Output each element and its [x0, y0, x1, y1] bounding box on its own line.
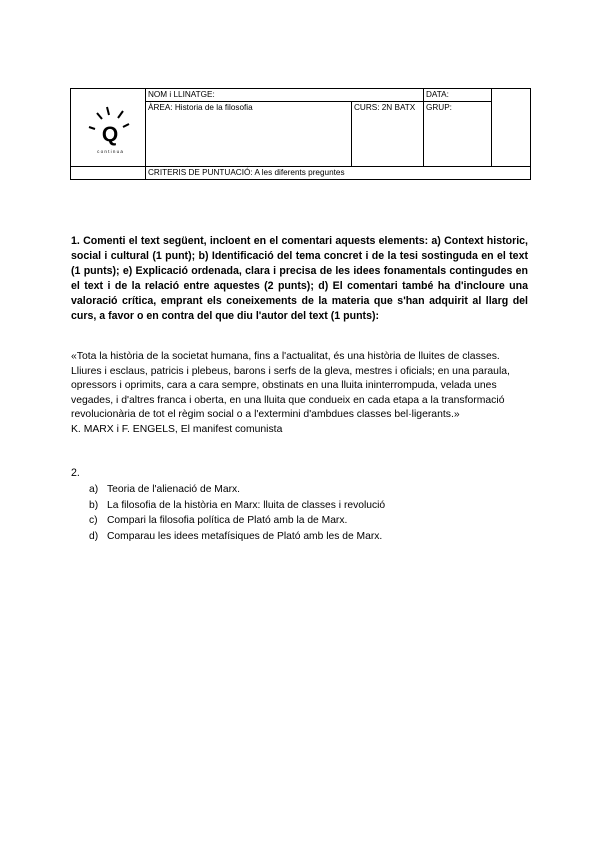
item-letter: c)	[89, 515, 98, 526]
criteris-label: CRITERIS DE PUNTUACIÓ: A les diferents preguntes	[148, 168, 345, 177]
list-item	[89, 482, 385, 498]
item-letter: b)	[89, 499, 99, 511]
item-letter: d)	[89, 530, 99, 542]
list-item	[89, 498, 385, 514]
grup-field[interactable]	[424, 102, 492, 167]
question-2-list	[89, 482, 385, 544]
list-item	[89, 529, 385, 545]
logo-caption: c o n t i n u a	[97, 149, 123, 154]
area-field	[146, 102, 352, 167]
question-2-number: 2.	[71, 467, 80, 479]
item-text: Comparau les idees metafísiques de Plató amb les de Marx.	[107, 530, 383, 542]
question-1: 1. Comenti el text següent, incloent en el comentari aquests elements: a) Context historic, social i cultural (1 punt); b) Identificació del tema concret i de la tesi sostinguda en el text (1 punts); e) Explicació ordenada, clara i precisa de les idees fonamentals contingudes en el text i de la relació entre aquestes (2 punts); d) El comentari també ha d'incloure una valoració crítica, emprant els coneixements de la materia que s'han adquirit al llarg del curs, a favor o en contra del que diu l'autor del text (1 punts):	[71, 235, 528, 322]
nom-field[interactable]	[146, 89, 424, 102]
data-field[interactable]	[424, 89, 492, 102]
item-letter: a)	[89, 484, 99, 495]
logo-cell	[71, 89, 146, 167]
curs-label: CURS: 2N BATX	[354, 103, 416, 112]
item-text: Teoria de l'alienació de Marx.	[107, 484, 241, 495]
blank-cell	[492, 89, 531, 167]
curs-field	[352, 102, 424, 167]
grup-label: GRUP:	[426, 103, 452, 112]
data-label: DATA:	[426, 90, 449, 99]
header-table	[70, 88, 531, 180]
criteris-empty-cell	[71, 167, 146, 180]
list-item	[89, 513, 385, 529]
quote-attribution: K. MARX i F. ENGELS, El manifest comunista	[71, 423, 283, 435]
logo-letter: Q	[101, 123, 119, 146]
marx-quote	[71, 350, 531, 437]
nom-label: NOM i LLINATGE:	[148, 90, 215, 99]
logo-icon	[77, 99, 139, 157]
quote-text: «Tota la història de la societat humana, fins a l'actualitat, és una història de lluites de classes. Lliures i esclaus, patricis i plebeus, barons i serfs de la gleva, mestres i oficials; en una paraula, opressors i oprimits, cara a cara sempre, obstinats en una lluita ininterrompuda, velada unes vegades, i d'altres franca i oberta, en una lluita que condueix en cada etapa a la transformació revolucionària de tot el règim social o a l'extermini d'ambdues classes bel·ligerants.»	[71, 351, 510, 420]
area-label: ÀREA: Historia de la filosofia	[148, 103, 253, 112]
item-text: La filosofia de la història en Marx: lluita de classes i revolució	[107, 499, 386, 511]
item-text: Compari la filosofia política de Plató amb la de Marx.	[107, 515, 348, 526]
criteris-field	[146, 167, 531, 180]
